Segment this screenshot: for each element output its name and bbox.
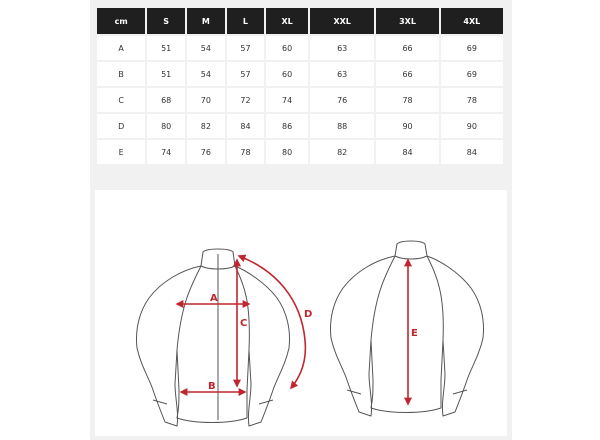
table-row bbox=[97, 36, 503, 60]
table-cell: 90 bbox=[441, 114, 503, 138]
table-cell: 84 bbox=[441, 140, 503, 164]
table-cell: 84 bbox=[227, 114, 265, 138]
table-cell: 63 bbox=[310, 36, 374, 60]
table-cell: 74 bbox=[147, 140, 185, 164]
jacket-measurement-svg bbox=[95, 190, 507, 436]
table-cell: 76 bbox=[187, 140, 225, 164]
table-cell: 68 bbox=[147, 88, 185, 112]
header-cell: cm bbox=[97, 8, 145, 34]
table-cell: E bbox=[97, 140, 145, 164]
table-cell: 90 bbox=[376, 114, 438, 138]
table-cell: 69 bbox=[441, 62, 503, 86]
table-cell: 82 bbox=[310, 140, 374, 164]
table-cell: 54 bbox=[187, 62, 225, 86]
table-cell: 54 bbox=[187, 36, 225, 60]
table-cell: 51 bbox=[147, 62, 185, 86]
label-c: C bbox=[240, 318, 248, 329]
header-cell: XXL bbox=[310, 8, 374, 34]
table-cell: 66 bbox=[376, 36, 438, 60]
table-row bbox=[97, 140, 503, 164]
back-jacket-outline bbox=[331, 241, 484, 416]
table-cell: 63 bbox=[310, 62, 374, 86]
table-cell: 66 bbox=[376, 62, 438, 86]
label-b: B bbox=[208, 381, 216, 392]
table-cell: 78 bbox=[376, 88, 438, 112]
table-cell: 72 bbox=[227, 88, 265, 112]
table-cell: B bbox=[97, 62, 145, 86]
table-row bbox=[97, 88, 503, 112]
label-e: E bbox=[411, 328, 418, 339]
table-cell: 60 bbox=[266, 62, 308, 86]
table-row bbox=[97, 114, 503, 138]
label-d: D bbox=[304, 309, 313, 320]
table-cell: 60 bbox=[266, 36, 308, 60]
table-header-row bbox=[97, 8, 503, 34]
label-a: A bbox=[210, 293, 218, 304]
front-jacket-outline bbox=[137, 249, 290, 426]
table-cell: 57 bbox=[227, 36, 265, 60]
table-cell: C bbox=[97, 88, 145, 112]
header-cell: M bbox=[187, 8, 225, 34]
table-cell: 82 bbox=[187, 114, 225, 138]
table-cell: 57 bbox=[227, 62, 265, 86]
header-cell: 4XL bbox=[441, 8, 503, 34]
table-cell: 78 bbox=[441, 88, 503, 112]
header-cell: L bbox=[227, 8, 265, 34]
table-cell: 78 bbox=[227, 140, 265, 164]
table-cell: 80 bbox=[266, 140, 308, 164]
header-cell: XL bbox=[266, 8, 308, 34]
table-cell: D bbox=[97, 114, 145, 138]
header-cell: 3XL bbox=[376, 8, 438, 34]
table-cell: A bbox=[97, 36, 145, 60]
table-cell: 80 bbox=[147, 114, 185, 138]
table-cell: 74 bbox=[266, 88, 308, 112]
table-cell: 84 bbox=[376, 140, 438, 164]
size-table bbox=[95, 6, 505, 166]
table-cell: 69 bbox=[441, 36, 503, 60]
table-cell: 51 bbox=[147, 36, 185, 60]
table-cell: 70 bbox=[187, 88, 225, 112]
header-cell: S bbox=[147, 8, 185, 34]
table-cell: 88 bbox=[310, 114, 374, 138]
table-cell: 76 bbox=[310, 88, 374, 112]
table-cell: 86 bbox=[266, 114, 308, 138]
table-row bbox=[97, 62, 503, 86]
measurement-diagram bbox=[95, 190, 507, 436]
